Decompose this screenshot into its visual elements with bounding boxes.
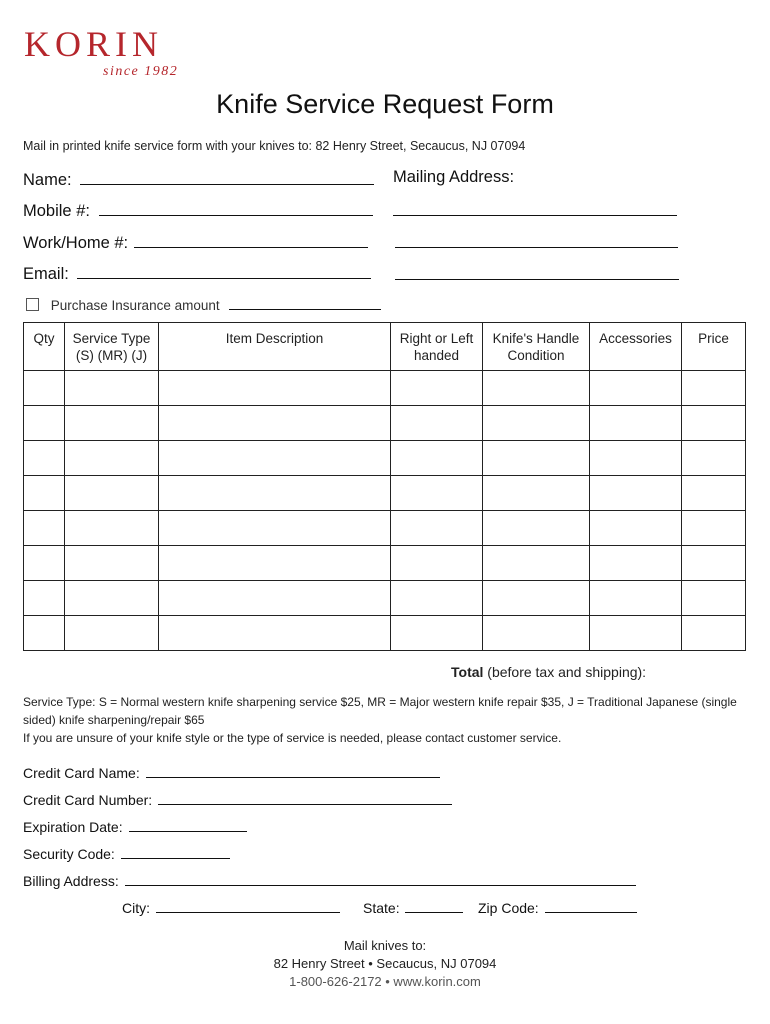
total-line [451, 664, 646, 680]
insurance-label: Purchase Insurance amount [50, 298, 220, 313]
cell-accessories[interactable] [590, 476, 682, 511]
zip-field[interactable] [478, 899, 637, 916]
service-notes [23, 693, 748, 747]
cell-accessories[interactable] [590, 371, 682, 406]
cell-price[interactable] [682, 616, 746, 651]
billing-address-label: Billing Address: [23, 873, 119, 889]
name-field[interactable] [23, 168, 374, 190]
city-line[interactable] [156, 899, 340, 913]
cell-price[interactable] [682, 441, 746, 476]
cell-accessories[interactable] [590, 546, 682, 581]
cell-accessories[interactable] [590, 616, 682, 651]
cell-price[interactable] [682, 546, 746, 581]
table-row [24, 616, 746, 651]
city-field[interactable] [122, 899, 340, 916]
city-label: City: [122, 900, 150, 916]
cell-item-description[interactable] [159, 616, 391, 651]
table-row [24, 511, 746, 546]
cell-handle-condition[interactable] [483, 546, 590, 581]
cell-service-type[interactable] [65, 546, 159, 581]
cell-qty[interactable] [24, 616, 65, 651]
cell-handedness[interactable] [391, 616, 483, 651]
cell-service-type[interactable] [65, 511, 159, 546]
zip-label: Zip Code: [478, 900, 539, 916]
cell-accessories[interactable] [590, 581, 682, 616]
cell-price[interactable] [682, 511, 746, 546]
mobile-line[interactable] [99, 199, 373, 216]
work-home-field[interactable] [23, 231, 368, 253]
korin-logo: KORIN [24, 24, 163, 64]
cell-handle-condition[interactable] [483, 511, 590, 546]
cell-handle-condition[interactable] [483, 371, 590, 406]
cell-qty[interactable] [24, 406, 65, 441]
state-line[interactable] [405, 899, 463, 913]
col-header-handle-condition: Knife's Handle Condition [483, 323, 590, 371]
mailing-address-label: Mailing Address: [393, 168, 515, 186]
service-type-note: Service Type: S = Normal western knife sharpening service $25, MR = Major western knife repair $35, J = Traditional Japanese (single sided) knife sharpening/repair $65 [23, 695, 737, 727]
cell-handedness[interactable] [391, 476, 483, 511]
col-header-item-description: Item Description [159, 323, 391, 371]
billing-address-line[interactable] [125, 872, 636, 886]
state-label: State: [363, 900, 400, 916]
security-code-field[interactable] [23, 845, 230, 862]
cell-item-description[interactable] [159, 441, 391, 476]
cell-handedness[interactable] [391, 406, 483, 441]
cell-service-type[interactable] [65, 406, 159, 441]
email-label: Email: [23, 265, 69, 283]
cell-handle-condition[interactable] [483, 581, 590, 616]
cell-handle-condition[interactable] [483, 476, 590, 511]
cell-qty[interactable] [24, 476, 65, 511]
cell-item-description[interactable] [159, 371, 391, 406]
cell-service-type[interactable] [65, 581, 159, 616]
cell-qty[interactable] [24, 511, 65, 546]
cell-handedness[interactable] [391, 546, 483, 581]
cell-accessories[interactable] [590, 406, 682, 441]
col-header-accessories: Accessories [590, 323, 682, 371]
expiration-field[interactable] [23, 818, 247, 835]
cell-handle-condition[interactable] [483, 406, 590, 441]
table-row [24, 581, 746, 616]
cell-item-description[interactable] [159, 476, 391, 511]
cell-item-description[interactable] [159, 406, 391, 441]
state-field[interactable] [363, 899, 463, 916]
card-number-field[interactable] [23, 791, 452, 808]
mailing-address-line-3[interactable] [395, 279, 679, 280]
cell-service-type[interactable] [65, 441, 159, 476]
cell-handle-condition[interactable] [483, 616, 590, 651]
cell-qty[interactable] [24, 581, 65, 616]
total-label: Total [451, 664, 484, 680]
insurance-checkbox[interactable] [26, 298, 39, 311]
security-code-line[interactable] [121, 845, 230, 859]
cell-price[interactable] [682, 406, 746, 441]
col-header-service-type: Service Type (S) (MR) (J) [65, 323, 159, 371]
name-line[interactable] [80, 168, 374, 185]
cell-handle-condition[interactable] [483, 441, 590, 476]
cell-item-description[interactable] [159, 546, 391, 581]
unsure-note: If you are unsure of your knife style or the type of service is needed, please contact customer service. [23, 731, 562, 745]
expiration-label: Expiration Date: [23, 819, 123, 835]
mobile-label: Mobile #: [23, 202, 90, 220]
cell-accessories[interactable] [590, 441, 682, 476]
card-number-label: Credit Card Number: [23, 792, 153, 808]
cell-accessories[interactable] [590, 511, 682, 546]
card-name-field[interactable] [23, 764, 440, 781]
mailing-address-line-2[interactable] [395, 247, 678, 248]
table-row [24, 371, 746, 406]
table-header-row [24, 323, 746, 371]
email-field[interactable] [23, 262, 371, 284]
expiration-line[interactable] [129, 818, 247, 832]
cell-qty[interactable] [24, 441, 65, 476]
insurance-row [26, 296, 381, 313]
table-row [24, 476, 746, 511]
cell-service-type[interactable] [65, 476, 159, 511]
table-row [24, 406, 746, 441]
cell-price[interactable] [682, 371, 746, 406]
cell-item-description[interactable] [159, 581, 391, 616]
mobile-field[interactable] [23, 199, 373, 221]
billing-address-field[interactable] [23, 872, 636, 889]
cell-service-type[interactable] [65, 616, 159, 651]
security-code-label: Security Code: [23, 846, 115, 862]
table-row [24, 441, 746, 476]
total-suffix: (before tax and shipping): [487, 664, 647, 680]
mail-instruction: Mail in printed knife service form with your knives to: 82 Henry Street, Secaucus, NJ 07094 [23, 139, 526, 153]
items-table [23, 322, 746, 651]
zip-line[interactable] [545, 899, 637, 913]
footer-contact: 1-800-626-2172 • www.korin.com [289, 974, 481, 989]
col-header-price: Price [682, 323, 746, 371]
footer-address: 82 Henry Street • Secaucus, NJ 07094 [273, 956, 497, 971]
cell-qty[interactable] [24, 371, 65, 406]
col-header-handedness: Right or Left handed [391, 323, 483, 371]
cell-price[interactable] [682, 476, 746, 511]
name-label: Name: [23, 171, 72, 189]
cell-price[interactable] [682, 581, 746, 616]
col-header-qty: Qty [24, 323, 65, 371]
page-title: Knife Service Request Form [216, 89, 554, 119]
logo-tagline: since 1982 [103, 64, 179, 79]
card-name-label: Credit Card Name: [23, 765, 140, 781]
card-name-line[interactable] [146, 764, 440, 778]
cell-service-type[interactable] [65, 371, 159, 406]
footer-mail-label: Mail knives to: [343, 938, 427, 953]
cell-handedness[interactable] [391, 371, 483, 406]
cell-item-description[interactable] [159, 511, 391, 546]
work-home-label: Work/Home #: [23, 234, 129, 252]
insurance-amount-line[interactable] [229, 296, 381, 310]
card-number-line[interactable] [158, 791, 452, 805]
work-home-line[interactable] [134, 231, 368, 248]
cell-handedness[interactable] [391, 441, 483, 476]
cell-handedness[interactable] [391, 581, 483, 616]
email-line[interactable] [77, 262, 371, 279]
mailing-address-line-1[interactable] [393, 215, 677, 216]
table-row [24, 546, 746, 581]
cell-qty[interactable] [24, 546, 65, 581]
cell-handedness[interactable] [391, 511, 483, 546]
